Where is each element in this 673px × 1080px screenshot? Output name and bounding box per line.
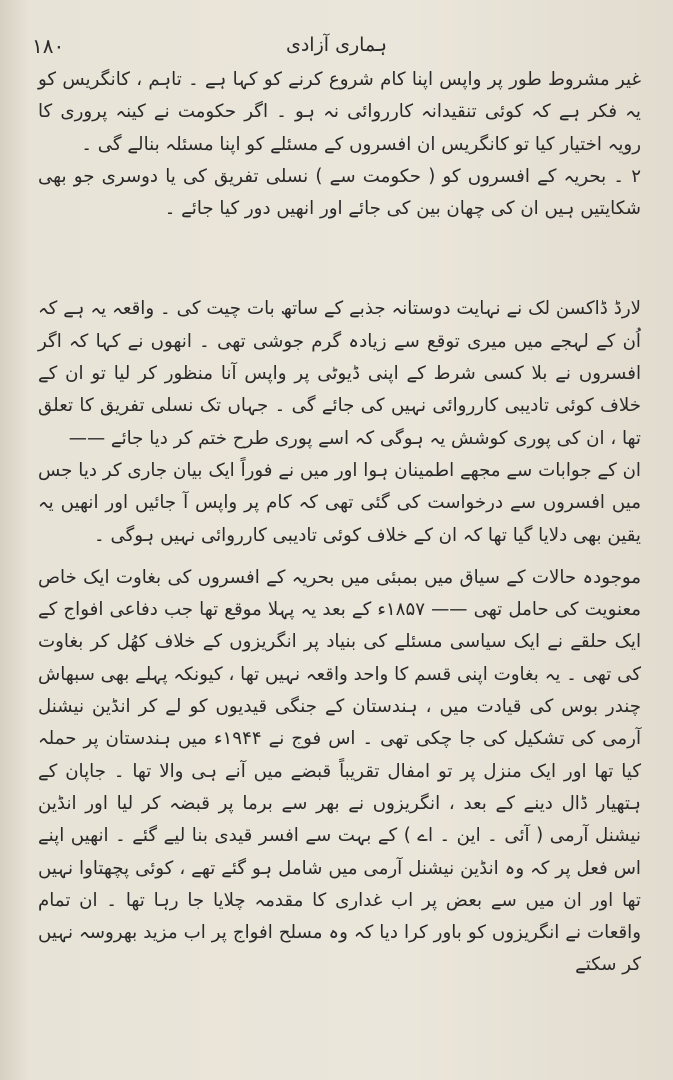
paragraph-gap bbox=[38, 225, 641, 293]
paragraph-statement: ان کے جوابات سے مجھے اطمینان ہوا اور میں نے فوراً ایک بیان جاری کر دیا جس میں افسروں سے درخواست کی گئی تھی کہ کام پر واپس آ جائیں اور انھیں یہ یقین بھی دلایا گیا تھا کہ ان کے خلاف کوئی تادیبی کارروائی نہیں ہوگی ۔ bbox=[38, 459, 641, 546]
paragraph-gap-small bbox=[38, 552, 641, 562]
paragraph-naval-mutiny: موجودہ حالات کے سیاق میں بمبئی میں بحریہ کے افسروں کی بغاوت ایک خاص معنویت کی حامل تھی —— ۱۸۵۷ء کے بعد یہ پہلا موقع تھا جب دفاعی افواج کے ایک حلقے نے ایک سیاسی مسئلے کی بنیاد پر انگریزوں کے خلاف کھُل کر بغاوت کی تھی ۔ یہ بغاوت اپنی قسم کا واحد واقعہ نہیں تھا ، کیونکہ پہلے بھی سبھاش چندر بوس کی قیادت میں ، ہندستان کے جنگی قیدیوں کو لے کر انڈین نیشنل آرمی کی تشکیل کی جا چکی تھی ۔ اس فوج نے ۱۹۴۴ء میں ہندستان پر حملہ کیا تھا اور ایک منزل پر تو امفال تقریباً قبضے میں آنے ہی والا تھا ۔ جاپان کے ہتھیار ڈال دینے کے بعد ، انگریزوں نے بھر سے برما پر قبضہ کر لیا اور انڈین نیشنل آرمی ( آئی ۔ این ۔ اے ) کے بہت سے افسر قیدی بنا لیے گئے ۔ انھیں اپنے اس فعل پر کہ وہ انڈین نیشنل آرمی میں شامل ہو گئے تھے ، کوئی پچھتاوا نہیں تھا اور ان میں سے بعض پر اب غداری کا مقدمہ چلایا جا رہا تھا ۔ ان تمام واقعات نے انگریزوں کو باور کرا دیا کہ وہ مسلح افواج پر اب مزید بھروسہ نہیں کر سکتے bbox=[38, 566, 641, 976]
paragraph-demand-two: ۲ ۔ بحریہ کے افسروں کو ( حکومت سے ) نسلی تفریق کی یا دوسری جو بھی شکایتیں ہیں ان کی چھان بین کی جائے اور انھیں دور کیا جائے ۔ bbox=[38, 165, 641, 220]
page-body bbox=[38, 64, 641, 982]
paragraph-congress-concern: غیر مشروط طور پر واپس اپنا کام شروع کرنے کو کہا ہے ۔ تاہم ، کانگریس کو یہ فکر ہے کہ کوئی تنقیدانہ کارروائی نہ ہو ۔ اگر حکومت نے کینہ پروری کا رویہ اختیار کیا تو کانگریس ان افسروں کے مسئلے کو اپنا مسئلہ بنالے گی ۔ bbox=[38, 69, 641, 155]
running-header-title: ہماری آزادی bbox=[285, 34, 388, 56]
page-number: ۱۸۰ bbox=[32, 34, 65, 58]
paragraph-lord-conversation: لارڈ ڈاکسن لک نے نہایت دوستانہ جذبے کے ساتھ بات چیت کی ۔ واقعہ یہ ہے کہ اُن کے لہجے میں میری توقع سے زیادہ گرم جوشی تھی ۔ انھوں نے کہا کہ اگر افسروں نے بلا کسی شرط کے اپنی ڈیوٹی پر واپس آنا منظور کر لیا تو ان کے خلاف کوئی تادیبی کارروائی نہیں کی جائے گی ۔ جہاں تک نسلی تفریق کا تعلق تھا ، ان کی پوری کوشش یہ ہوگی کہ اسے پوری طرح ختم کر دیا جائے —— bbox=[38, 298, 641, 449]
